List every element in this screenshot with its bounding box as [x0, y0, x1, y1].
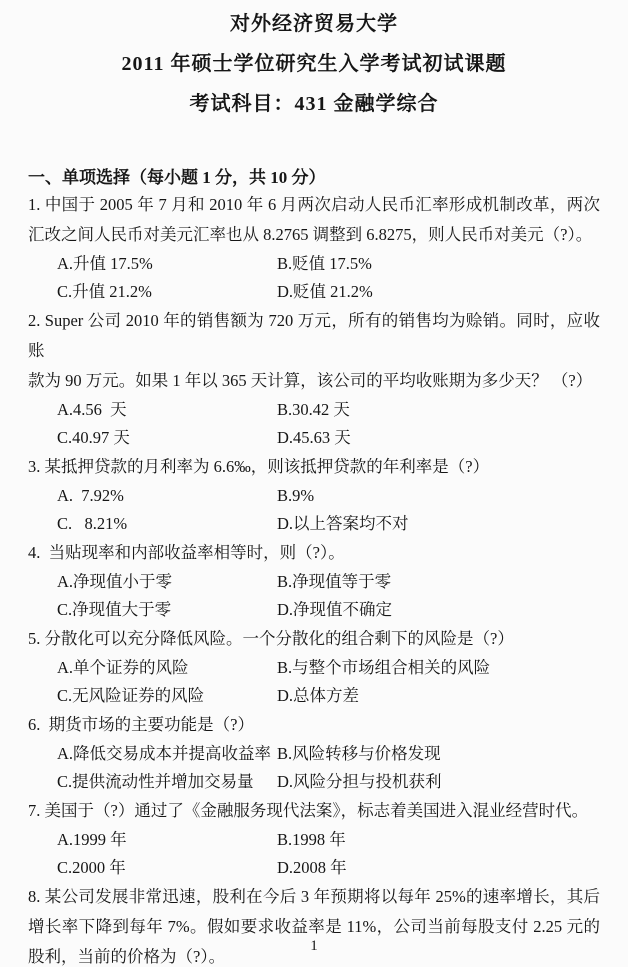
question-4-option-c: C.净现值大于零: [57, 600, 172, 619]
question-1-options-row-2: [28, 278, 600, 306]
question-1-stem-line-2: 汇改之间人民币对美元汇率也从 8.2765 调整到 6.8275，则人民币对美元（?）。: [28, 225, 593, 244]
question-5-option-d: D.总体方差: [277, 686, 360, 705]
question-4-stem-line-1: 4. 当贴现率和内部收益率相等时，则（?）。: [28, 543, 345, 562]
question-4-option-b: B.净现值等于零: [277, 572, 392, 591]
question-2-option-d: D.45.63 天: [277, 428, 351, 447]
question-2-option-c: C.40.97 天: [57, 428, 130, 447]
section-title: 一、单项选择（每小题 1 分，共 10 分）: [28, 168, 326, 187]
question-3-options-row-1: [28, 482, 600, 510]
question-3: [28, 452, 600, 538]
question-2-option-b: B.30.42 天: [277, 400, 350, 419]
question-6-option-d: D.风险分担与投机获利: [277, 772, 442, 791]
question-6-options-row-1: [28, 740, 600, 768]
question-8-stem-line-1: 8. 某公司发展非常迅速，股利在今后 3 年预期将以每年 25%的速率增长，其后: [28, 887, 600, 906]
question-5-options-row-1: [28, 654, 600, 682]
question-3-stem-line-1: 3. 某抵押贷款的月利率为 6.6‰，则该抵押贷款的年利率是（?）: [28, 457, 490, 476]
question-4: [28, 538, 600, 624]
question-4-options-row-1: [28, 568, 600, 596]
question-7-stem-line-1: 7. 美国于（?）通过了《金融服务现代法案》，标志着美国进入混业经营时代。: [28, 801, 589, 820]
question-1-option-d: D.贬值 21.2%: [277, 282, 373, 301]
question-5-option-c: C.无风险证券的风险: [57, 686, 205, 705]
question-3-option-c: C. 8.21%: [57, 514, 128, 533]
question-6-option-b: B.风险转移与价格发现: [277, 744, 441, 763]
question-6-stem-line-1: 6. 期货市场的主要功能是（?）: [28, 715, 254, 734]
question-1-option-b: B.贬值 17.5%: [277, 254, 372, 273]
question-7-options-row-1: [28, 826, 600, 854]
question-5-option-b: B.与整个市场组合相关的风险: [277, 658, 491, 677]
question-5-stem-line-1: 5. 分散化可以充分降低风险。一个分散化的组合剩下的风险是（?）: [28, 629, 514, 648]
question-8-stem-line-3: 股利，当前的价格为（?）。: [28, 947, 226, 966]
question-4-option-a: A.净现值小于零: [57, 572, 173, 591]
question-2: [28, 306, 600, 452]
question-7-option-d: D.2008 年: [277, 858, 347, 877]
question-1-stem-line-1: 1. 中国于 2005 年 7 月和 2010 年 6 月两次启动人民币汇率形成机制改革，两次: [28, 195, 600, 214]
question-2-options-row-2: [28, 424, 600, 452]
question-7-option-b: B.1998 年: [277, 830, 346, 849]
question-6-options-row-2: [28, 768, 600, 796]
question-6-option-a: A.降低交易成本并提高收益率: [57, 744, 272, 763]
question-5: [28, 624, 600, 710]
exam-header: [0, 0, 628, 130]
question-7-options-row-2: [28, 854, 600, 882]
question-8-stem-line-2: 增长率下降到每年 7%。假如要求收益率是 11%，公司当前每股支付 2.25 元的: [28, 917, 600, 936]
question-1-option-c: C.升值 21.2%: [57, 282, 152, 301]
question-3-options-row-2: [28, 510, 600, 538]
university-name: 对外经济贸易大学: [230, 13, 398, 35]
exam-title: 2011 年硕士学位研究生入学考试初试课题: [121, 53, 507, 75]
question-6: [28, 710, 600, 796]
page-number: 1: [310, 938, 318, 954]
question-2-stem-line-1: 2. Super 公司 2010 年的销售额为 720 万元，所有的销售均为赊销。同时，应收账: [28, 311, 600, 360]
question-3-option-b: B.9%: [277, 486, 315, 505]
question-1: [28, 190, 600, 306]
question-4-option-d: D.净现值不确定: [277, 600, 393, 619]
question-2-options-row-1: [28, 396, 600, 424]
question-4-options-row-2: [28, 596, 600, 624]
question-5-options-row-2: [28, 682, 600, 710]
question-7: [28, 796, 600, 882]
question-1-options-row-1: [28, 250, 600, 278]
question-7-option-c: C.2000 年: [57, 858, 126, 877]
question-6-option-c: C.提供流动性并增加交易量: [57, 772, 254, 791]
question-2-stem-line-2: 款为 90 万元。如果 1 年以 365 天计算，该公司的平均收账期为多少天？ （?）: [28, 371, 593, 390]
question-7-option-a: A.1999 年: [57, 830, 127, 849]
question-3-option-d: D.以上答案均不对: [277, 514, 409, 533]
question-3-option-a: A. 7.92%: [57, 486, 124, 505]
question-2-option-a: A.4.56 天: [57, 400, 127, 419]
exam-body: [0, 166, 628, 967]
question-5-option-a: A.单个证券的风险: [57, 658, 189, 677]
subject-line: 考试科目：431 金融学综合: [189, 93, 439, 115]
question-1-option-a: A.升值 17.5%: [57, 254, 153, 273]
